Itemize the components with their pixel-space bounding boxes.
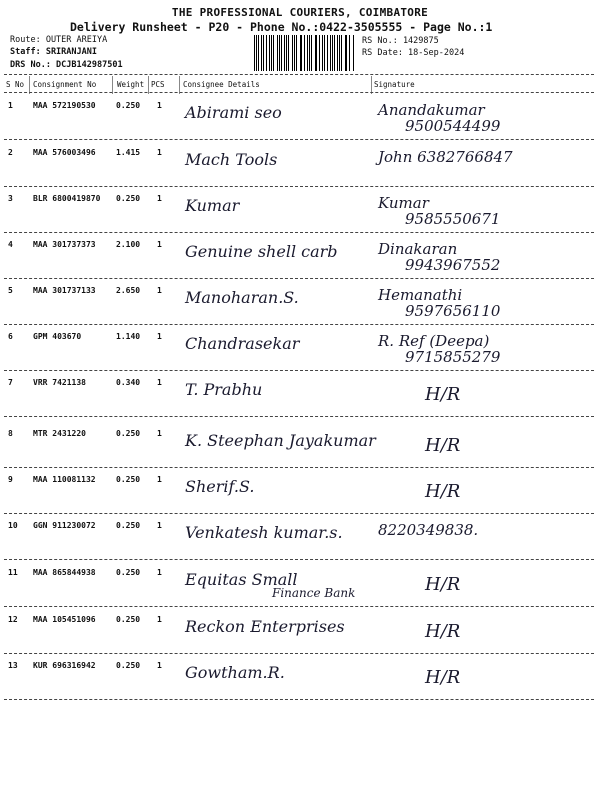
- row-consignment-no: KUR 696316942: [33, 661, 96, 670]
- row-consignment-no: MTR 2431220: [33, 429, 86, 438]
- barcode-bar: [266, 35, 267, 71]
- row-divider: [4, 699, 594, 700]
- row-sno: 1: [8, 101, 13, 110]
- barcode-bar: [294, 35, 295, 71]
- row-consignment-no: MAA 105451096: [33, 615, 96, 624]
- row-sno: 10: [8, 521, 18, 530]
- table-row: [0, 421, 600, 468]
- barcode-bar: [346, 35, 347, 71]
- row-consignment-no: MAA 865844938: [33, 568, 96, 577]
- barcode-bar: [324, 35, 325, 71]
- row-pcs: 1: [157, 429, 162, 438]
- row-weight: 0.250: [116, 429, 141, 438]
- row-pcs: 1: [157, 332, 162, 341]
- row-sno: 3: [8, 194, 13, 203]
- table-row: [0, 186, 600, 233]
- row-consignee: Genuine shell carb: [185, 242, 338, 261]
- runsheet-title: Delivery Runsheet - P20 - Phone No.:0422-3505555 - Page No.:1: [70, 20, 493, 34]
- row-signature-phone: 9715855279: [405, 348, 501, 366]
- table-row: [0, 653, 600, 700]
- row-signature-phone: 9500544499: [405, 117, 501, 135]
- row-signature: R. Ref (Deepa): [378, 332, 490, 350]
- row-consignment-no: VRR 7421138: [33, 378, 86, 387]
- row-consignment-no: GPM 403670: [33, 332, 82, 341]
- row-consignee-line2: Finance Bank: [272, 586, 356, 600]
- staff-label: Staff: SRIRANJANI: [10, 47, 97, 57]
- row-weight: 0.250: [116, 101, 141, 110]
- barcode-bar: [273, 35, 274, 71]
- row-consignment-no: MAA 301737373: [33, 240, 96, 249]
- row-consignee: Manoharan.S.: [185, 288, 299, 307]
- row-sno: 9: [8, 475, 13, 484]
- rs-no-label: RS No.: 1429875: [362, 36, 439, 46]
- row-signature: Kumar: [378, 194, 429, 212]
- row-weight: 0.250: [116, 521, 141, 530]
- row-consignee: Sherif.S.: [185, 477, 255, 496]
- row-consignee: T. Prabhu: [185, 380, 263, 399]
- table-row: [0, 140, 600, 187]
- row-sno: 2: [8, 148, 13, 157]
- col-pcs: PCS: [151, 80, 165, 89]
- row-sno: 4: [8, 240, 13, 249]
- row-consignee: Kumar: [185, 196, 240, 215]
- rs-date-label: RS Date: 18-Sep-2024: [362, 48, 465, 58]
- table-row: [0, 560, 600, 607]
- barcode-bar: [288, 35, 289, 71]
- col-signature: Signature: [374, 80, 415, 89]
- header-top-rule: [4, 74, 594, 75]
- row-pcs: 1: [157, 240, 162, 249]
- table-row: [0, 232, 600, 279]
- barcode-bar: [284, 35, 285, 71]
- row-sno: 8: [8, 429, 13, 438]
- row-pcs: 1: [157, 475, 162, 484]
- route-label: Route: OUTER AREIYA: [10, 35, 108, 45]
- barcode-bar: [330, 35, 331, 71]
- col-consignment: Consignment No: [33, 80, 97, 89]
- row-signature: H/R: [425, 384, 461, 405]
- barcode-bar: [316, 35, 317, 71]
- row-consignment-no: BLR 6800419870: [33, 194, 101, 203]
- barcode-bar: [315, 35, 316, 71]
- row-consignment-no: MAA 576003496: [33, 148, 96, 157]
- row-signature: John 6382766847: [378, 148, 513, 166]
- table-row: [0, 607, 600, 654]
- row-consignee: Venkatesh kumar.s.: [185, 523, 343, 542]
- row-pcs: 1: [157, 286, 162, 295]
- row-consignee: K. Steephan Jayakumar: [185, 431, 376, 450]
- barcode-bar: [254, 35, 255, 71]
- row-consignment-no: MAA 110081132: [33, 475, 96, 484]
- row-weight: 0.340: [116, 378, 141, 387]
- col-sno: S No: [6, 80, 25, 89]
- row-divider: [4, 416, 594, 417]
- barcode-bar: [277, 35, 278, 71]
- table-row: [0, 467, 600, 514]
- row-weight: 0.250: [116, 568, 141, 577]
- row-weight: 2.650: [116, 286, 141, 295]
- table-row: [0, 370, 600, 417]
- row-weight: 0.250: [116, 615, 141, 624]
- barcode-bar: [341, 35, 342, 71]
- row-pcs: 1: [157, 615, 162, 624]
- col-weight: Weight: [117, 80, 145, 89]
- table-row: [0, 324, 600, 371]
- row-signature: Hemanathi: [378, 286, 463, 304]
- row-pcs: 1: [157, 378, 162, 387]
- row-sno: 5: [8, 286, 13, 295]
- row-pcs: 1: [157, 148, 162, 157]
- barcode-bar: [261, 35, 262, 71]
- row-pcs: 1: [157, 101, 162, 110]
- row-sno: 6: [8, 332, 13, 341]
- table-row: [0, 93, 600, 140]
- row-signature-phone: 9943967552: [405, 256, 501, 274]
- drs-label: DRS No.: DCJB142987501: [10, 60, 123, 70]
- row-weight: 0.250: [116, 475, 141, 484]
- row-signature: H/R: [425, 667, 461, 688]
- row-sno: 13: [8, 661, 18, 670]
- row-consignee: Equitas Small: [185, 570, 298, 589]
- row-signature-phone: 9597656110: [405, 302, 501, 320]
- row-signature: Dinakaran: [378, 240, 458, 258]
- row-consignment-no: GGN 911230072: [33, 521, 96, 530]
- table-row: [0, 278, 600, 325]
- row-pcs: 1: [157, 521, 162, 530]
- row-weight: 2.100: [116, 240, 141, 249]
- row-signature-phone: 9585550671: [405, 210, 501, 228]
- row-weight: 1.140: [116, 332, 141, 341]
- row-consignee: Abirami seo: [185, 103, 282, 122]
- barcode-bar: [307, 35, 308, 71]
- row-consignee: Gowtham.R.: [185, 663, 285, 682]
- row-pcs: 1: [157, 661, 162, 670]
- row-weight: 0.250: [116, 661, 141, 670]
- row-weight: 1.415: [116, 148, 141, 157]
- row-signature: 8220349838.: [378, 521, 479, 539]
- row-consignee: Reckon Enterprises: [185, 617, 345, 636]
- row-signature: H/R: [425, 481, 461, 502]
- row-sno: 11: [8, 568, 18, 577]
- barcode: [254, 35, 354, 71]
- row-weight: 0.250: [116, 194, 141, 203]
- row-signature: Anandakumar: [378, 101, 485, 119]
- row-pcs: 1: [157, 568, 162, 577]
- row-sno: 7: [8, 378, 13, 387]
- row-pcs: 1: [157, 194, 162, 203]
- row-consignment-no: MAA 301737133: [33, 286, 96, 295]
- table-row: [0, 513, 600, 560]
- company-title: THE PROFESSIONAL COURIERS, COIMBATORE: [171, 6, 429, 19]
- row-signature: H/R: [425, 435, 461, 456]
- row-consignee: Mach Tools: [185, 150, 278, 169]
- row-consignee: Chandrasekar: [185, 334, 300, 353]
- barcode-bar: [337, 35, 338, 71]
- row-signature: H/R: [425, 621, 461, 642]
- col-consignee: Consignee Details: [183, 80, 260, 89]
- row-signature: H/R: [425, 574, 461, 595]
- row-consignment-no: MAA 572190530: [33, 101, 96, 110]
- barcode-bar: [301, 35, 302, 71]
- row-sno: 12: [8, 615, 18, 624]
